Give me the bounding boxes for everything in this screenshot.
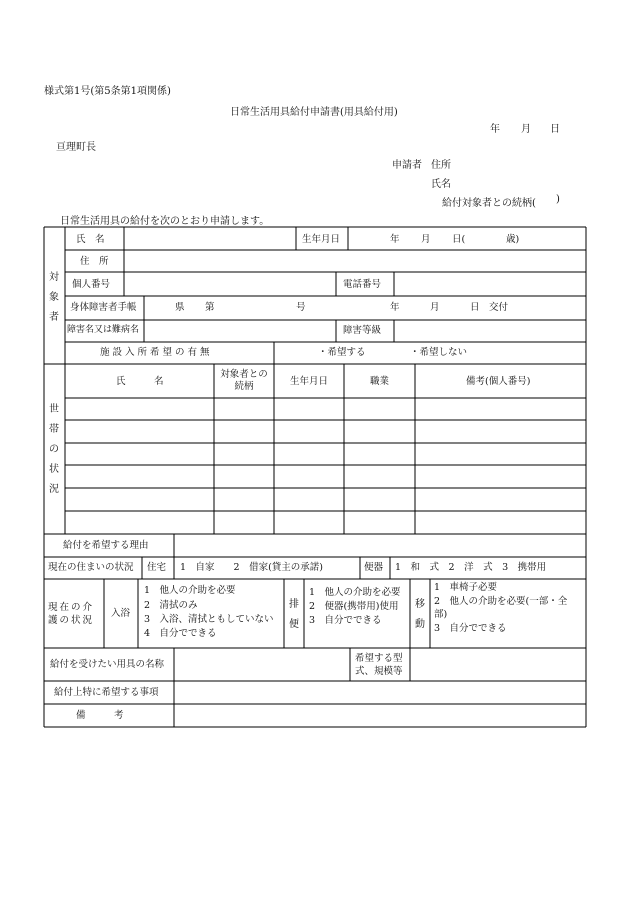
addressee: 亘理町長 xyxy=(56,142,96,153)
care-bath-option-3: 3 入浴、清拭ともしていない xyxy=(144,614,274,625)
care-bath-option-4: 4 自分でできる xyxy=(144,628,217,639)
target-birth-year: 年 xyxy=(390,234,400,245)
target-handbook-label: 身体障害者手帳 xyxy=(70,302,137,313)
care-move-option-2-cont: 部) xyxy=(434,609,448,620)
household-header-remarks: 備考(個人番号) xyxy=(466,376,531,387)
care-move-option-1: 1 車椅子必要 xyxy=(434,582,498,593)
target-birth-label: 生年月日 xyxy=(302,234,341,245)
household-side-label: 世帯の状況 xyxy=(49,404,59,495)
target-age: 歳) xyxy=(506,234,520,245)
care-excretion-option-2: 2 便器(携帯用)使用 xyxy=(309,601,399,612)
intro-text: 日常生活用具の給付を次のとおり申請します。 xyxy=(60,216,270,227)
household-header-job: 職業 xyxy=(370,376,390,387)
spec-label: 希望する型式、規模等 xyxy=(355,653,403,677)
care-excretion-option-1: 1 他人の介助を必要 xyxy=(309,587,401,598)
target-issue-month: 月 xyxy=(430,302,440,313)
applicant-label: 申請者 xyxy=(392,160,422,171)
target-issue-year: 年 xyxy=(390,302,400,313)
form-number: 様式第1号(第5条第1項関係) xyxy=(44,86,171,97)
reason-label: 給付を希望する理由 xyxy=(63,540,149,551)
care-move-option-3: 3 自分でできる xyxy=(434,623,507,634)
form-title: 日常生活用具給付申請書(用具給付用) xyxy=(230,107,398,118)
target-facility-yes: ・希望する xyxy=(318,347,366,358)
target-pref: 県 xyxy=(175,302,185,313)
date-day: 日 xyxy=(550,124,560,135)
target-grade-label: 障害等級 xyxy=(343,325,382,336)
target-birth-day: 日( xyxy=(452,234,466,245)
target-birth-month: 月 xyxy=(421,234,431,245)
household-header-relation: 対象者との続柄 xyxy=(220,369,268,392)
housing-house-label: 住宅 xyxy=(147,562,167,573)
target-mynumber-label: 個人番号 xyxy=(72,279,111,290)
target-name-label: 氏 名 xyxy=(76,234,105,245)
care-move-option-2: 2 他人の介助を必要(一部・全 xyxy=(434,596,568,607)
target-address-label: 住 所 xyxy=(80,256,109,267)
date-month: 月 xyxy=(521,124,531,135)
care-bath-label: 入浴 xyxy=(111,608,131,619)
target-issue-day: 日 交付 xyxy=(470,302,509,313)
wish-label: 給付上特に希望する事項 xyxy=(54,687,159,698)
housing-label: 現在の住まいの状況 xyxy=(48,562,134,573)
target-disability-label: 障害名又は難病名 xyxy=(67,325,140,335)
target-facility-label: 施設入所希望の有無 xyxy=(100,347,213,358)
applicant-relation-close: ) xyxy=(556,194,560,205)
housing-toilet-label: 便器 xyxy=(364,562,384,573)
applicant-address-label: 住所 xyxy=(431,160,451,171)
care-excretion-label: 排便 xyxy=(289,599,299,630)
target-phone-label: 電話番号 xyxy=(343,279,382,290)
applicant-name-label: 氏名 xyxy=(431,179,451,190)
care-label: 現在の介護の状況 xyxy=(48,602,95,626)
target-facility-no: ・希望しない xyxy=(410,347,468,358)
care-excretion-option-3: 3 自分でできる xyxy=(309,615,382,626)
care-bath-option-1: 1 他人の介助を必要 xyxy=(144,585,236,596)
care-bath-option-2: 2 清拭のみ xyxy=(144,600,198,611)
care-move-label: 移動 xyxy=(415,599,425,630)
remarks-label: 備 考 xyxy=(76,710,124,721)
target-go: 号 xyxy=(296,302,306,313)
equipment-label: 給付を受けたい用具の名称 xyxy=(50,659,165,670)
housing-toilet-options: 1 和 式 2 洋 式 3 携帯用 xyxy=(395,562,547,573)
target-side-label: 対象者 xyxy=(49,272,59,323)
household-header-birth: 生年月日 xyxy=(290,376,329,387)
applicant-relation-open: 給付対象者との続柄( xyxy=(442,198,536,209)
date-year: 年 xyxy=(490,124,500,135)
household-header-name: 氏 名 xyxy=(116,376,164,387)
target-dai: 第 xyxy=(205,302,215,313)
housing-house-options: 1 自家 2 借家(貸主の承諾) xyxy=(180,562,324,573)
